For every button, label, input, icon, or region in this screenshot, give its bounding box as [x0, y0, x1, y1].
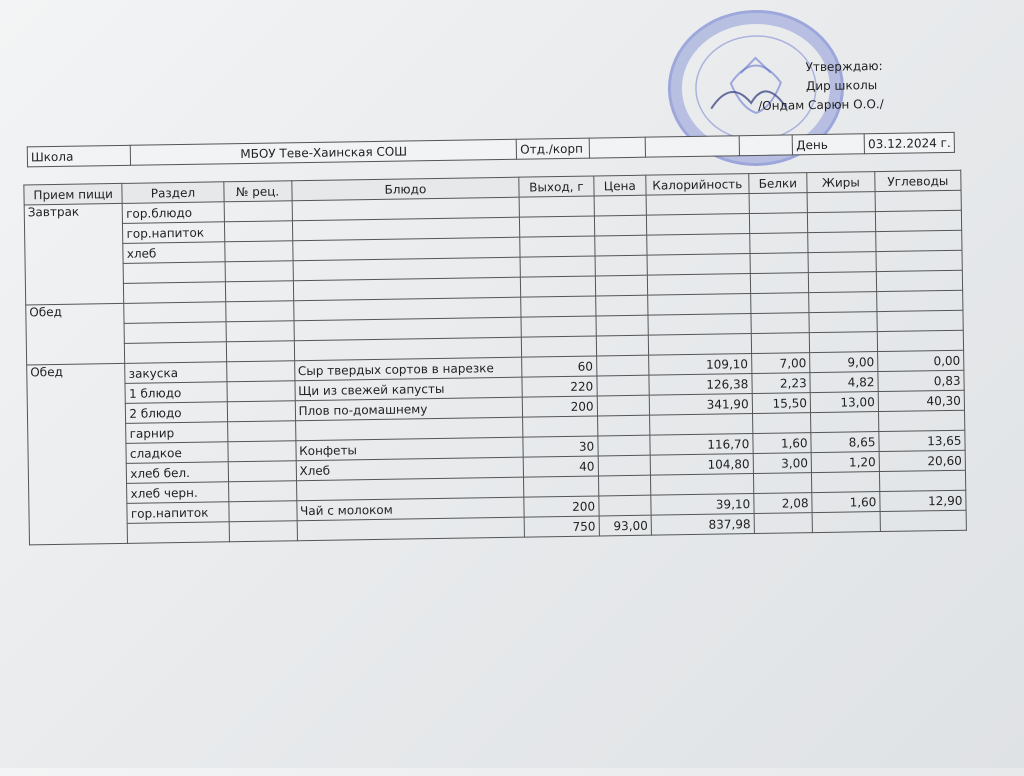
col-header: Раздел: [122, 182, 223, 204]
price-cell: [598, 435, 651, 456]
menu-table: [23, 170, 967, 546]
kcal-cell: 341,90: [649, 394, 752, 416]
blank-cell: [645, 136, 739, 157]
col-header: Белки: [749, 173, 808, 194]
price-cell: [598, 495, 651, 516]
protein-cell: 2,08: [754, 493, 813, 514]
yield-cell: 30: [523, 436, 598, 457]
dish-cell: Щи из свежей капусты: [295, 377, 523, 401]
section-cell: гор.напиток: [123, 222, 224, 244]
section-cell: 2 блюдо: [126, 402, 227, 424]
dish-cell: Конфеты: [295, 437, 523, 461]
approval-line-3: /Ондам Сарюн О.О./: [758, 96, 884, 113]
school-label: Школа: [27, 145, 131, 167]
section-cell: гор.блюдо: [123, 202, 224, 224]
price-cell: [596, 355, 649, 376]
dept-label: Отд./корп: [517, 138, 590, 159]
section-cell: гор.напиток: [127, 502, 228, 524]
protein-cell: 2,23: [752, 373, 811, 394]
fat-cell: 1,20: [811, 452, 879, 473]
kcal-cell: 109,10: [649, 354, 752, 376]
section-cell: хлеб черн.: [127, 482, 228, 504]
yield-cell: 200: [523, 396, 598, 417]
yield-cell: 200: [524, 496, 599, 517]
meal-lunch: Обед: [26, 303, 125, 365]
yield-cell: 40: [523, 456, 598, 477]
protein-cell: 3,00: [753, 453, 812, 474]
col-header: Выход, г: [519, 176, 594, 197]
yield-cell: 220: [522, 376, 597, 397]
total-yield: 750: [524, 516, 599, 537]
day-label: День: [793, 134, 865, 155]
header-table: [27, 132, 955, 168]
section-cell: закуска: [125, 362, 226, 384]
carbs-cell: 20,60: [879, 450, 965, 471]
protein-cell: 1,60: [753, 433, 812, 454]
total-kcal: 837,98: [651, 514, 754, 536]
school-name: МБОУ Теве-Хаинская СОШ: [130, 139, 516, 165]
section-cell: гарнир: [126, 422, 227, 444]
carbs-cell: 13,65: [879, 430, 965, 451]
price-cell: [597, 395, 650, 416]
kcal-cell: 116,70: [650, 434, 753, 456]
section-cell: 1 блюдо: [125, 382, 226, 404]
dish-cell: Плов по-домашнему: [295, 397, 523, 421]
dish-cell: Чай с молоком: [296, 497, 524, 521]
col-header: Цена: [593, 175, 646, 196]
carbs-cell: 40,30: [878, 390, 964, 411]
col-header: № рец.: [223, 181, 291, 202]
approval-line-2: Дир школы: [805, 78, 878, 94]
yield-cell: 60: [522, 356, 597, 377]
fat-cell: 9,00: [810, 352, 878, 373]
price-cell: [597, 375, 650, 396]
section-cell: хлеб бел.: [127, 462, 228, 484]
approval-line-1: Утверждаю:: [805, 58, 883, 75]
kcal-cell: 126,38: [649, 374, 752, 396]
meal-breakfast: Завтрак: [24, 203, 124, 305]
dept-value: [589, 137, 645, 158]
col-header: Углеводы: [875, 170, 961, 191]
section-cell: хлеб: [123, 242, 224, 264]
date-value: 03.12.2024 г.: [864, 132, 954, 153]
dish-cell: Сыр твердых сортов в нарезке: [294, 357, 522, 381]
kcal-cell: 39,10: [651, 494, 754, 516]
price-cell: [598, 455, 651, 476]
fat-cell: 4,82: [810, 372, 878, 393]
blank-cell: [739, 135, 793, 156]
meal-lunch: Обед: [27, 363, 128, 545]
carbs-cell: 0,00: [877, 350, 963, 371]
fat-cell: 8,65: [811, 432, 879, 453]
col-header: Блюдо: [291, 177, 519, 201]
fat-cell: 1,60: [812, 492, 880, 513]
section-cell: сладкое: [126, 442, 227, 464]
fat-cell: 13,00: [810, 392, 878, 413]
carbs-cell: 12,90: [880, 490, 966, 511]
protein-cell: 15,50: [752, 393, 811, 414]
carbs-cell: 0,83: [878, 370, 964, 391]
col-header: Калорийность: [646, 174, 749, 196]
kcal-cell: 104,80: [650, 454, 753, 476]
total-price: 93,00: [599, 515, 652, 536]
col-header: Прием пищи: [24, 183, 123, 205]
dish-cell: Хлеб: [296, 457, 524, 481]
protein-cell: 7,00: [751, 353, 810, 374]
col-header: Жиры: [807, 172, 875, 193]
